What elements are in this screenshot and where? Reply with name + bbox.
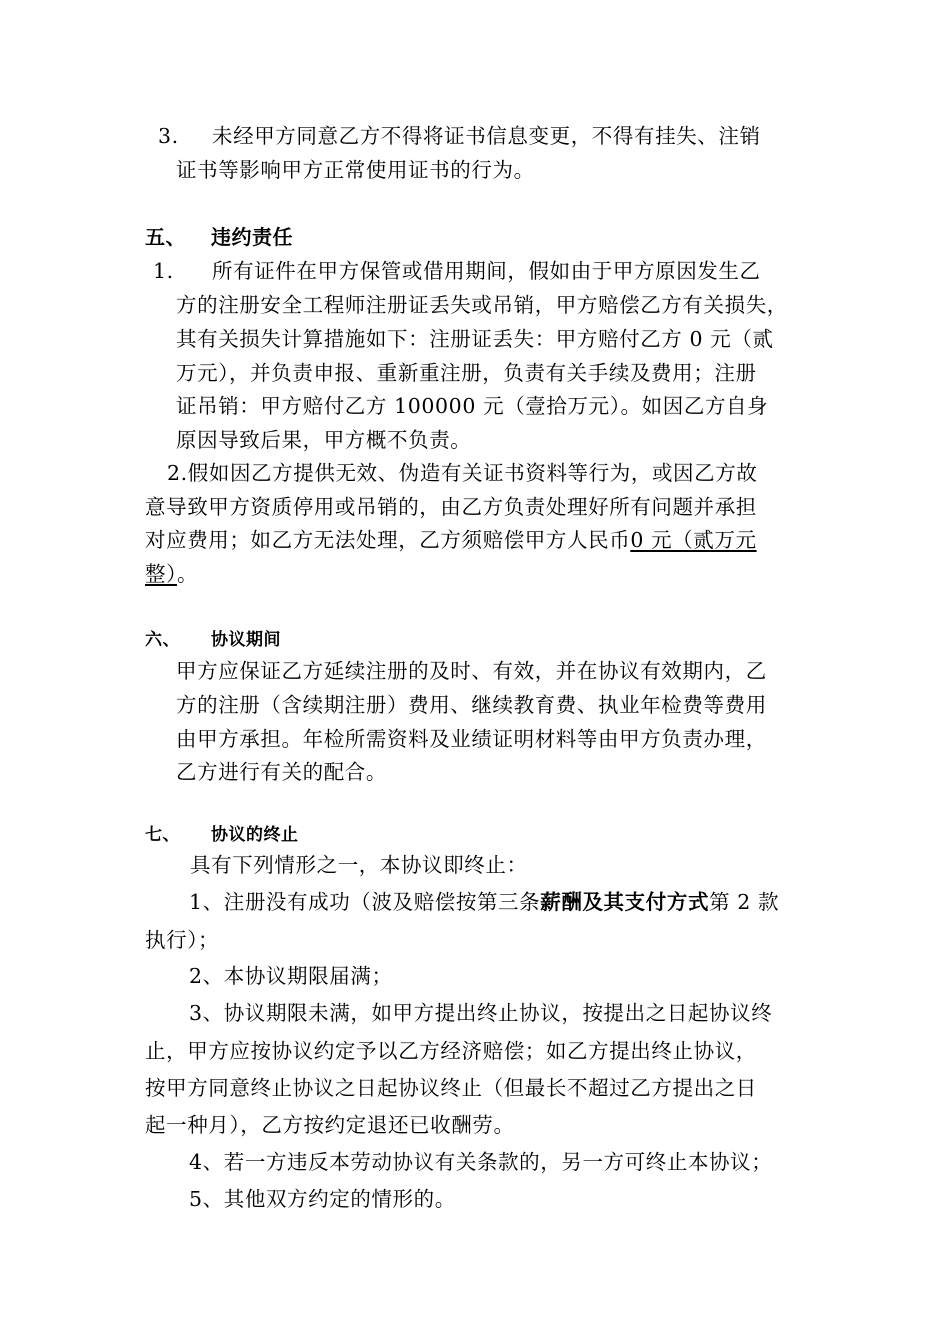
s5-item2-line1: 2.假如因乙方提供无效、伪造有关证书资料等行为，或因乙方故 [167, 461, 758, 485]
section-number-7: 七、 [145, 825, 180, 845]
s5-item2-line3: 对应费用；如乙方无法处理，乙方须赔偿甲方人民币0 元（贰万元 [145, 528, 757, 552]
s7-item3-line4: 起一种月），乙方按约定退还已收酬劳。 [145, 1113, 515, 1137]
s4-item3-number: 3. [158, 124, 179, 148]
s7-item5: 5、其他双方约定的情形的。 [189, 1187, 456, 1211]
s5-item2-line4: 整）。 [145, 562, 199, 586]
s5-item1-number: 1. [153, 259, 174, 283]
section-title-5: 违约责任 [211, 225, 293, 249]
s5-item1-line3: 其有关损失计算措施如下：注册证丢失：甲方赔付乙方 0 元（贰 [176, 327, 774, 351]
compensation-amount-underlined: 0 元（贰万元 [630, 528, 757, 552]
s6-line2: 方的注册（含续期注册）费用、继续教育费、执业年检费等费用 [176, 693, 767, 717]
s5-item1-line5: 证吊销：甲方赔付乙方 100000 元（壹拾万元）。如因乙方自身 [176, 394, 769, 418]
bold-clause-reference: 薪酬及其支付方式 [540, 890, 710, 914]
s7-item3-line2: 止，甲方应按协议约定予以乙方经济赔偿；如乙方提出终止协议， [145, 1039, 757, 1063]
s7-item2: 2、本协议期限届满； [189, 964, 393, 988]
s7-item3-line1: 3、协议期限未满，如甲方提出终止协议，按提出之日起协议终 [189, 1001, 773, 1025]
s7-intro: 具有下列情形之一，本协议即终止： [190, 853, 528, 877]
compensation-amount-underlined-end: 整） [145, 562, 177, 586]
s5-item1-line1: 1. 所有证件在甲方保管或借用期间，假如由于甲方原因发生乙 [153, 259, 761, 283]
s7-item1-line2: 执行）； [145, 928, 220, 952]
section-title-7: 协议的终止 [211, 825, 299, 845]
section-heading-5 [145, 224, 293, 250]
s4-item3-line2: 证书等影响甲方正常使用证书的行为。 [176, 158, 535, 182]
s5-item2-line2: 意导致甲方资质停用或吊销的，由乙方负责处理好所有问题并承担 [145, 495, 757, 519]
s4-item3-line1: 3. 未经甲方同意乙方不得将证书信息变更，不得有挂失、注销 [158, 124, 761, 148]
s7-item3-line3: 按甲方同意终止协议之日起协议终止（但最长不超过乙方提出之日 [145, 1076, 757, 1100]
s7-item4: 4、若一方违反本劳动协议有关条款的，另一方可终止本协议； [189, 1150, 773, 1174]
s6-line3: 由甲方承担。年检所需资料及业绩证明材料等由甲方负责办理， [176, 727, 767, 751]
section-number-6: 六、 [145, 630, 180, 650]
section-number-5: 五、 [145, 225, 186, 249]
s6-line4: 乙方进行有关的配合。 [176, 760, 387, 784]
s6-line1: 甲方应保证乙方延续注册的及时、有效，并在协议有效期内，乙 [176, 659, 767, 683]
s5-item1-line4: 万元），并负责申报、重新重注册，负责有关手续及费用；注册 [176, 361, 757, 385]
section-heading-7 [145, 822, 299, 848]
section-title-6: 协议期间 [211, 630, 281, 650]
s7-item1-line1: 1、注册没有成功（波及赔偿按第三条薪酬及其支付方式第 2 款 [189, 890, 780, 914]
section-heading-6 [145, 627, 281, 653]
s5-item1-line2: 方的注册安全工程师注册证丢失或吊销，甲方赔偿乙方有关损失， [176, 293, 788, 317]
s5-item1-line6: 原因导致后果，甲方概不负责。 [176, 428, 472, 452]
